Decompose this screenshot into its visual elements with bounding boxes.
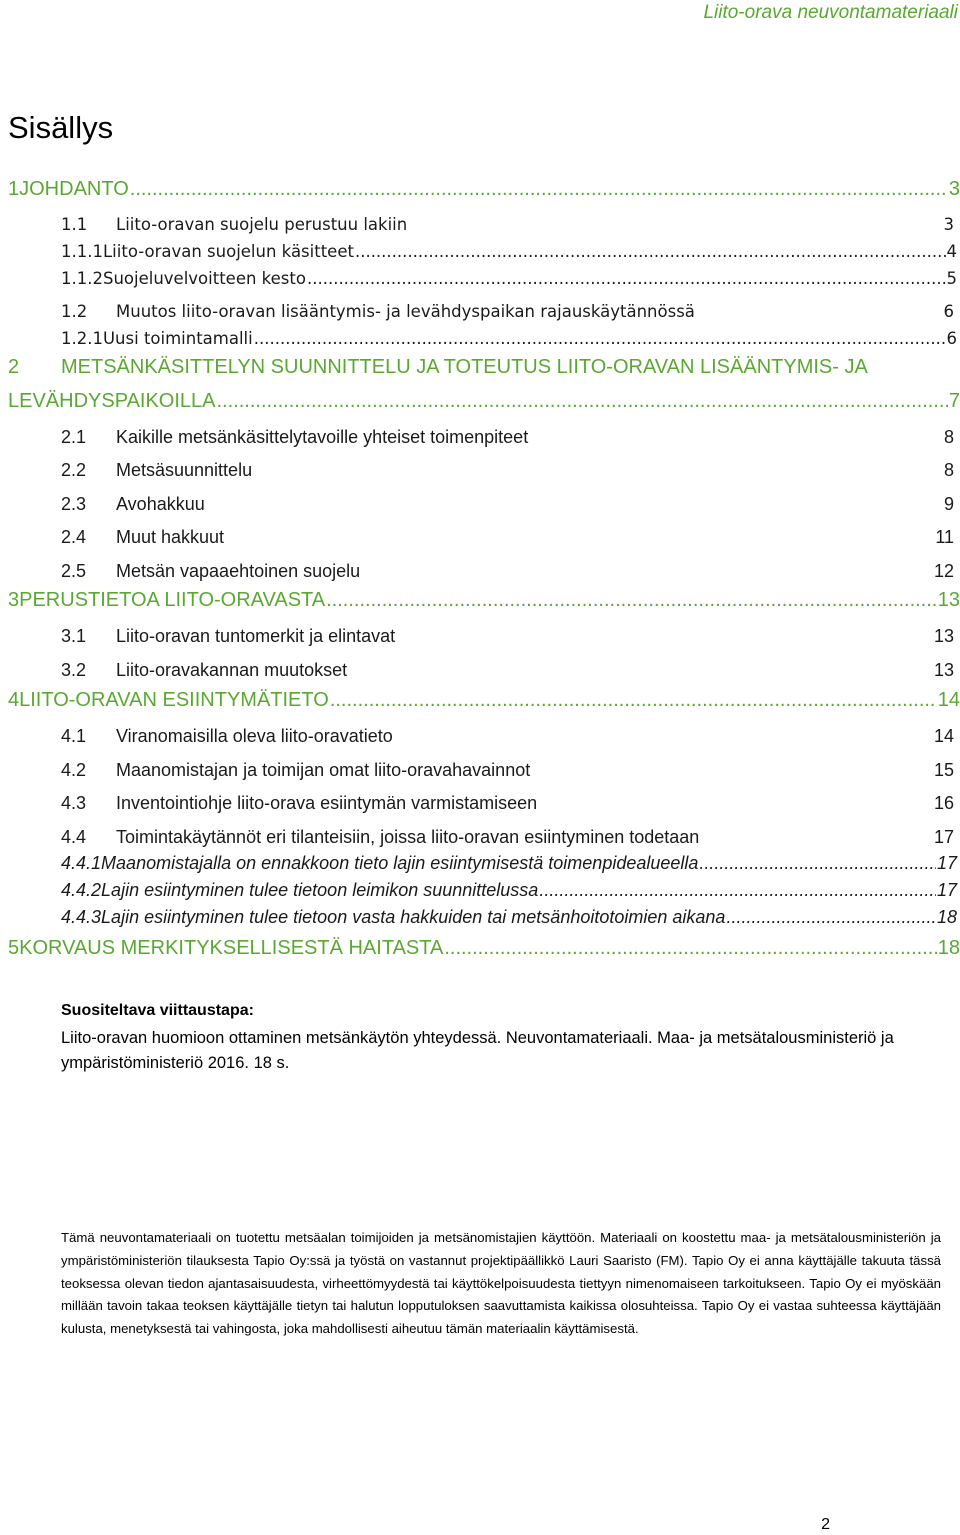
- toc-entry-label: Liito-oravan suojelu perustuu lakiin: [116, 215, 408, 234]
- toc-entry-label: Maanomistajan ja toimijan omat liito-oravahavainnot: [116, 760, 531, 780]
- toc-entry-page: 9: [943, 494, 954, 514]
- toc-entry-number: 4.4: [61, 827, 87, 847]
- toc-entry-page: 13: [933, 660, 954, 680]
- toc-entry-page: 18: [937, 937, 960, 959]
- toc-entry-label: Avohakkuu: [116, 494, 205, 514]
- toc-leader-dots: [130, 178, 948, 201]
- toc-entry-label: Suojeluvelvoitteen kesto: [102, 269, 306, 288]
- toc-entry[interactable]: [61, 561, 954, 589]
- toc-leader-dots: [699, 853, 936, 874]
- toc-entry-page: 17: [933, 827, 954, 847]
- toc-entry-page: 6: [943, 302, 954, 321]
- toc-entry[interactable]: [61, 827, 954, 855]
- toc-entry[interactable]: [8, 589, 960, 617]
- toc-entry-page: 6: [946, 329, 957, 348]
- toc-entry-number: 2.4: [61, 527, 87, 547]
- citation-text: Liito-oravan huomioon ottaminen metsänkäytön yhteydessä. Neuvontamateriaali. Maa- ja metsätalousministeriö ja ympäristöministeriö 2016. 18 s.: [61, 1029, 894, 1072]
- toc-leader-dots: [217, 390, 948, 413]
- toc-entry-page: 13: [937, 589, 960, 611]
- toc-entry-number: 1.1.1: [61, 242, 103, 261]
- toc-entry-continuation: [8, 390, 960, 418]
- toc-entry-page: 15: [933, 760, 954, 780]
- toc-entry[interactable]: [8, 356, 960, 384]
- toc-entry[interactable]: [8, 937, 960, 965]
- toc-leader-dots: [326, 589, 937, 612]
- toc-entry-label: PERUSTIETOA LIITO-ORAVASTA: [19, 589, 326, 611]
- page-title: Sisällys: [8, 110, 114, 145]
- toc-entry-number: 1.1.2: [61, 269, 103, 288]
- toc-entry-label: Metsän vapaaehtoinen suojelu: [116, 561, 361, 581]
- toc-entry-number: 1.1: [61, 215, 88, 234]
- page-number: 2: [821, 1516, 830, 1533]
- toc-entry-label: Liito-oravakannan muutokset: [116, 660, 348, 680]
- toc-entry-number: 4.1: [61, 726, 87, 746]
- toc-entry[interactable]: [61, 793, 954, 821]
- toc-entry-label: Muut hakkuut: [116, 527, 225, 547]
- toc-entry[interactable]: [8, 689, 960, 717]
- toc-entry[interactable]: [61, 215, 954, 243]
- toc-leader-dots: [444, 937, 936, 960]
- toc-leader-dots: [307, 269, 946, 288]
- toc-entry-number: 2: [8, 356, 20, 378]
- toc-entry-label: Liito-oravan suojelun käsitteet: [102, 242, 354, 261]
- toc-entry-page: 13: [933, 626, 954, 646]
- toc-entry-page: 8: [943, 460, 954, 480]
- toc-entry-number: 4.4.1: [61, 853, 102, 873]
- toc-entry-label: Uusi toimintamalli: [102, 329, 253, 348]
- toc-entry-number: 1.2: [61, 302, 88, 321]
- toc-entry-page: 4: [946, 242, 957, 261]
- toc-entry-label: Toimintakäytännöt eri tilanteisiin, joissa liito-oravan esiintyminen todetaan: [116, 827, 700, 847]
- toc-entry-number: 5: [8, 937, 20, 959]
- toc-entry[interactable]: [61, 853, 957, 881]
- running-header: Liito-orava neuvontamateriaali: [703, 2, 958, 23]
- toc-entry[interactable]: [61, 760, 954, 788]
- toc-entry-label: Maanomistajalla on ennakkoon tieto lajin esiintymisestä toimenpidealueella: [101, 853, 699, 873]
- toc-entry-label: LEVÄHDYSPAIKOILLA: [8, 390, 216, 412]
- toc-entry-label: Metsäsuunnittelu: [116, 460, 253, 480]
- toc-leader-dots: [254, 329, 946, 348]
- toc-entry[interactable]: [61, 427, 954, 455]
- toc-entry[interactable]: [61, 269, 957, 297]
- toc-entry-page: 11: [935, 527, 954, 547]
- toc-entry-number: 1.2.1: [61, 329, 103, 348]
- toc-entry[interactable]: [61, 660, 954, 688]
- toc-entry-page: 18: [936, 907, 957, 927]
- toc-entry-number: 2.2: [61, 460, 87, 480]
- toc-entry-label: Liito-oravan tuntomerkit ja elintavat: [116, 626, 396, 646]
- toc-entry-label: KORVAUS MERKITYKSELLISESTÄ HAITASTA: [19, 937, 444, 959]
- disclaimer-text: Tämä neuvontamateriaali on tuotettu metsäalan toimijoiden ja metsänomistajien käyttöön. Materiaali on koostettu maa- ja metsätalousministeriön ja ympäristöministeriön tilauksesta Tapio Oy:ssä ja työstä on vastannut projektipäällikkö Lauri Saaristo (FM). Tapio Oy ei anna käyttäjälle takuuta tässä teoksessa olevan tiedon ajantasaisuudesta, virheettömyydestä tai käyttökelpoisuudesta tiettyyn nimenomaiseen tarkoitukseen. Tapio Oy ei myöskään millään tavoin takaa teoksen käyttäjälle tietyn tai halutun lopputuloksen saavuttamista kaikissa olosuhteissa. Tapio Oy ei vastaa suhteessa käyttäjään kulusta, menetyksestä tai vahingosta, joka mahdollisesti aiheutuu tämän materiaalin käyttämisestä.: [61, 1230, 941, 1337]
- toc-entry-number: 3.2: [61, 660, 87, 680]
- toc-entry-page: 14: [933, 726, 954, 746]
- toc-entry-label: Inventointiohje liito-orava esiintymän varmistamiseen: [116, 793, 538, 813]
- toc-entry[interactable]: [61, 494, 954, 522]
- toc-entry-number: 4: [8, 689, 20, 711]
- toc-entry-label: Kaikille metsänkäsittelytavoille yhteiset toimenpiteet: [116, 427, 529, 447]
- toc-entry-label: Lajin esiintyminen tulee tietoon leimikon suunnittelussa: [101, 880, 539, 900]
- toc-entry[interactable]: [61, 527, 954, 555]
- toc-entry-number: 2.5: [61, 561, 87, 581]
- toc-entry-label: Viranomaisilla oleva liito-oravatieto: [116, 726, 393, 746]
- toc-entry-number: 3: [8, 589, 20, 611]
- toc-entry-label: LIITO-ORAVAN ESIINTYMÄTIETO: [19, 689, 329, 711]
- toc-leader-dots: [330, 689, 937, 712]
- toc-entry[interactable]: [61, 302, 954, 330]
- toc-leader-dots: [355, 242, 946, 261]
- toc-entry[interactable]: [61, 242, 957, 270]
- toc-entry[interactable]: [61, 907, 957, 935]
- toc-entry-number: 1: [8, 178, 20, 200]
- toc-entry-page: 8: [943, 427, 954, 447]
- toc-entry-page: 7: [948, 390, 960, 412]
- toc-entry[interactable]: [61, 726, 954, 754]
- toc-entry-label: Muutos liito-oravan lisääntymis- ja levähdyspaikan rajauskäytännössä: [116, 302, 695, 321]
- toc-entry-label: Lajin esiintyminen tulee tietoon vasta hakkuiden tai metsänhoitotoimien aikana: [101, 907, 726, 927]
- toc-entry-number: 2.3: [61, 494, 87, 514]
- toc-entry-page: 17: [936, 880, 957, 900]
- toc-entry-number: 4.4.3: [61, 907, 102, 927]
- toc-entry-number: 3.1: [61, 626, 87, 646]
- toc-entry[interactable]: [61, 460, 954, 488]
- toc-entry[interactable]: [8, 178, 960, 206]
- toc-entry-label: METSÄNKÄSITTELYN SUUNNITTELU JA TOTEUTUS LIITO-ORAVAN LISÄÄNTYMIS- JA: [61, 356, 868, 378]
- toc-entry-page: 14: [937, 689, 960, 711]
- toc-entry-page: 12: [933, 561, 954, 581]
- toc-entry-page: 3: [943, 215, 954, 234]
- citation-heading: Suositeltava viittaustapa:: [61, 1002, 254, 1019]
- toc-entry-number: 4.3: [61, 793, 87, 813]
- toc-entry[interactable]: [61, 626, 954, 654]
- toc-entry-label: JOHDANTO: [19, 178, 129, 200]
- toc-entry-number: 2.1: [61, 427, 87, 447]
- toc-entry-number: 4.2: [61, 760, 87, 780]
- toc-entry-page: 17: [936, 853, 957, 873]
- toc-entry[interactable]: [61, 880, 957, 908]
- toc-entry-page: 5: [946, 269, 957, 288]
- toc-entry-page: 3: [948, 178, 960, 200]
- toc-entry-number: 4.4.2: [61, 880, 102, 900]
- toc-leader-dots: [726, 907, 936, 928]
- toc-leader-dots: [539, 880, 936, 901]
- toc-entry[interactable]: [61, 329, 957, 357]
- toc-entry-page: 16: [933, 793, 954, 813]
